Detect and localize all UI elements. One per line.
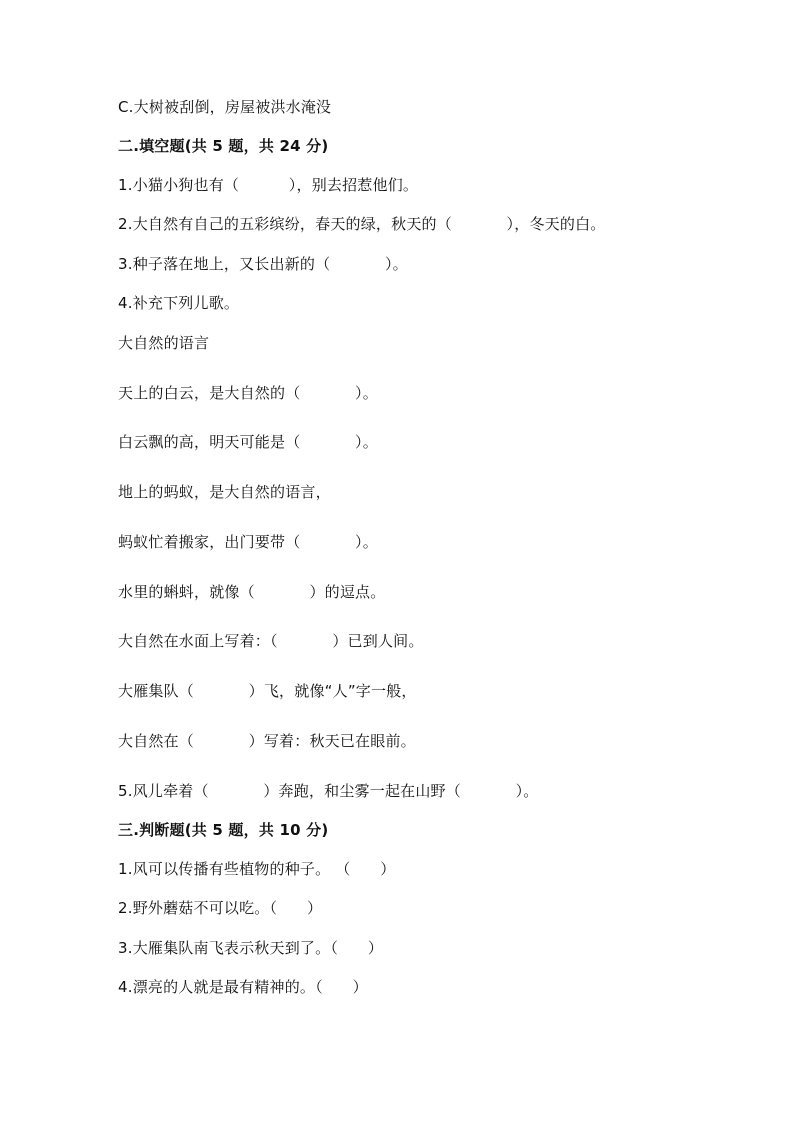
question-4: 4.补充下列儿歌。 [118, 294, 240, 312]
question-1: 1.小猫小狗也有（ ），别去招惹他们。 [118, 176, 419, 194]
judge-question-2: 2.野外蘑菇不可以吃。（ ） [118, 899, 323, 917]
poem-line-1: 天上的白云，是大自然的（ ）。 [118, 384, 378, 402]
question-3: 3.种子落在地上，又长出新的（ ）。 [118, 255, 408, 273]
poem-line-8: 大自然在（ ）写着：秋天已在眼前。 [118, 732, 416, 750]
poem-line-7: 大雁集队（ ）飞，就像“人”字一般， [118, 682, 417, 700]
question-2: 2.大自然有自己的五彩缤纷，春天的绿，秋天的（ ），冬天的白。 [118, 215, 606, 233]
poem-line-6: 大自然在水面上写着：（ ）已到人间。 [118, 632, 424, 650]
poem-line-5: 水里的蝌蚪，就像（ ）的逗点。 [118, 583, 386, 601]
option-c: C.大树被刮倒，房屋被洪水淹没 [118, 98, 332, 116]
section-heading-true-false: 三.判断题(共 5 题，共 10 分) [118, 821, 329, 839]
poem-line-3: 地上的蚂蚁，是大自然的语言， [118, 483, 331, 501]
judge-question-3: 3.大雁集队南飞表示秋天到了。（ ） [118, 939, 384, 957]
section-heading-fill-in: 二.填空题(共 5 题，共 24 分) [118, 137, 329, 155]
judge-question-4: 4.漂亮的人就是最有精神的。（ ） [118, 978, 368, 996]
poem-line-4: 蚂蚁忙着搬家，出门要带（ ）。 [118, 533, 378, 551]
judge-question-1: 1.风可以传播有些植物的种子。 （ ） [118, 860, 396, 878]
poem-title: 大自然的语言 [118, 334, 210, 352]
question-5: 5.风儿牵着（ ）奔跑，和尘雾一起在山野（ ）。 [118, 782, 539, 800]
poem-line-2: 白云飘的高，明天可能是（ ）。 [118, 433, 378, 451]
